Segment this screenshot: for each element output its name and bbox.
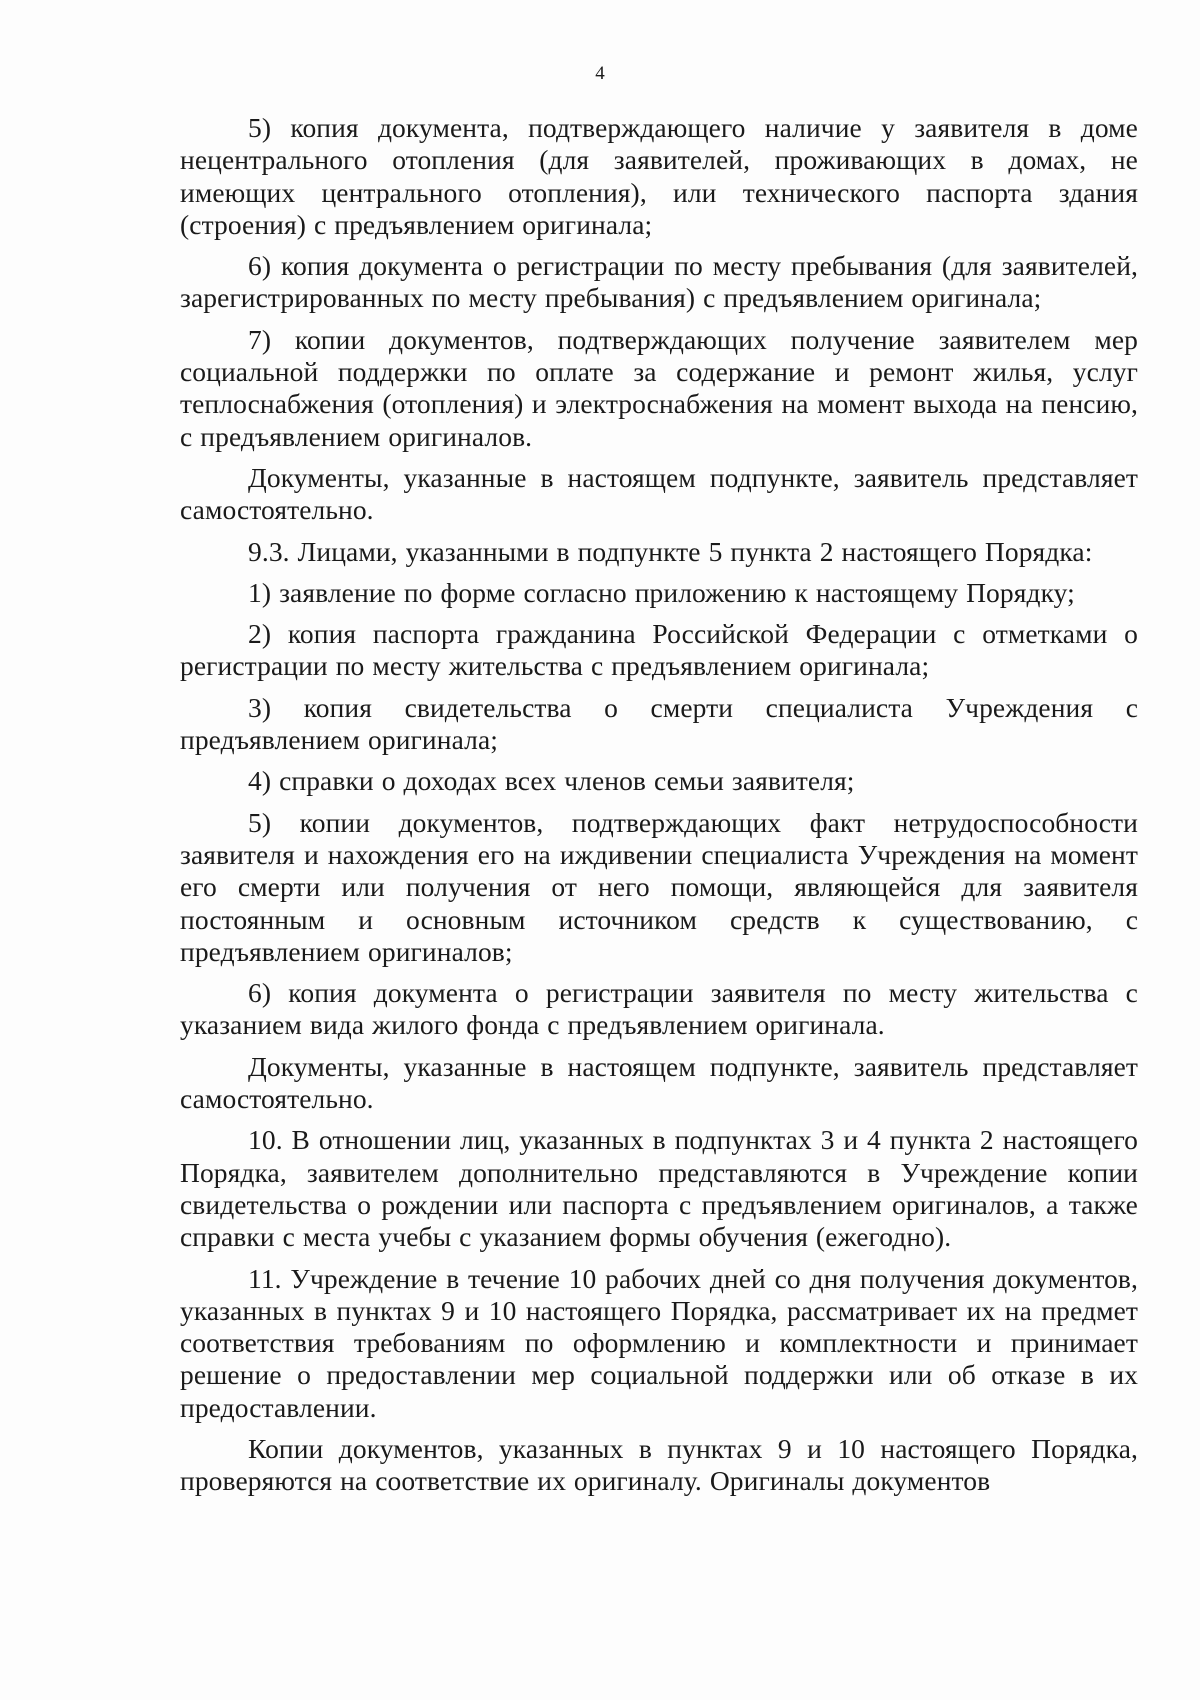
paragraph-section-11: 11. Учреждение в течение 10 рабочих дней со дня получения документов, указанных в пунктах 9 и 10 настоящего Порядка, рассматривает их на предмет соответствия требованиям по оформлению и комплектности и принимает решение о предоставлении мер социальной поддержки или об отказе в их предоставлении. — [180, 1262, 1138, 1423]
paragraph-documents-note-2: Документы, указанные в настоящем подпункте, заявитель представляет самостоятельно. — [180, 1050, 1138, 1115]
paragraph-item-1-application: 1) заявление по форме согласно приложению к настоящему Порядку; — [248, 576, 1075, 608]
paragraph-item-5-disability: 5) копии документов, подтверждающих факт нетрудоспособности заявителя и нахождения его на иждивении специалиста Учреждения на момент его смерти или получения от него помощи, являющейся для заявителя постоянным и основным источником средств к существованию, с предъявлением оригиналов; — [180, 806, 1138, 967]
paragraph-section-9-3: 9.3. Лицами, указанными в подпункте 5 пункта 2 настоящего Порядка: — [248, 535, 1093, 567]
paragraph-item-7-support-documents: 7) копии документов, подтверждающих получение заявителем мер социальной поддержки по оплате за содержание и ремонт жилья, услуг теплоснабжения (отопления) и электроснабжения на момент выхода на пенсию, с предъявлением оригиналов. — [180, 323, 1138, 452]
paragraph-copies-verification: Копии документов, указанных в пунктах 9 и 10 настоящего Порядка, проверяются на соответствие их оригиналу. Оригиналы документов — [180, 1432, 1138, 1497]
document-body — [180, 112, 1138, 1498]
paragraph-item-5-heating: 5) копия документа, подтверждающего наличие у заявителя в доме нецентрального отопления (для заявителей, проживающих в домах, не имеющих центрального отопления), или технического паспорта здания (строения) с предъявлением оригинала; — [180, 112, 1138, 240]
paragraph-item-4-income: 4) справки о доходах всех членов семьи заявителя; — [248, 765, 855, 797]
paragraph-item-6-residence: 6) копия документа о регистрации заявителя по месту жительства с указанием вида жилого фонда с предъявлением оригинала. — [180, 977, 1138, 1041]
paragraph-item-3-death-certificate: 3) копия свидетельства о смерти специалиста Учреждения с предъявлением оригинала; — [180, 691, 1138, 756]
paragraph-item-6-temp-registration: 6) копия документа о регистрации по месту пребывания (для заявителей, зарегистрированных по месту пребывания) с предъявлением оригинала; — [180, 250, 1138, 314]
paragraph-documents-note: Документы, указанные в настоящем подпункте, заявитель представляет самостоятельно. — [180, 461, 1138, 526]
paragraph-section-10: 10. В отношении лиц, указанных в подпунктах 3 и 4 пункта 2 настоящего Порядка, заявителем дополнительно представляются в Учреждение копии свидетельства о рождении или паспорта с предъявлением оригиналов, а также справки с места учебы с указанием формы обучения (ежегодно). — [180, 1124, 1138, 1253]
paragraph-item-2-passport: 2) копия паспорта гражданина Российской Федерации с отметками о регистрации по месту жительства с предъявлением оригинала; — [180, 618, 1138, 682]
page-number: 4 — [595, 63, 605, 84]
